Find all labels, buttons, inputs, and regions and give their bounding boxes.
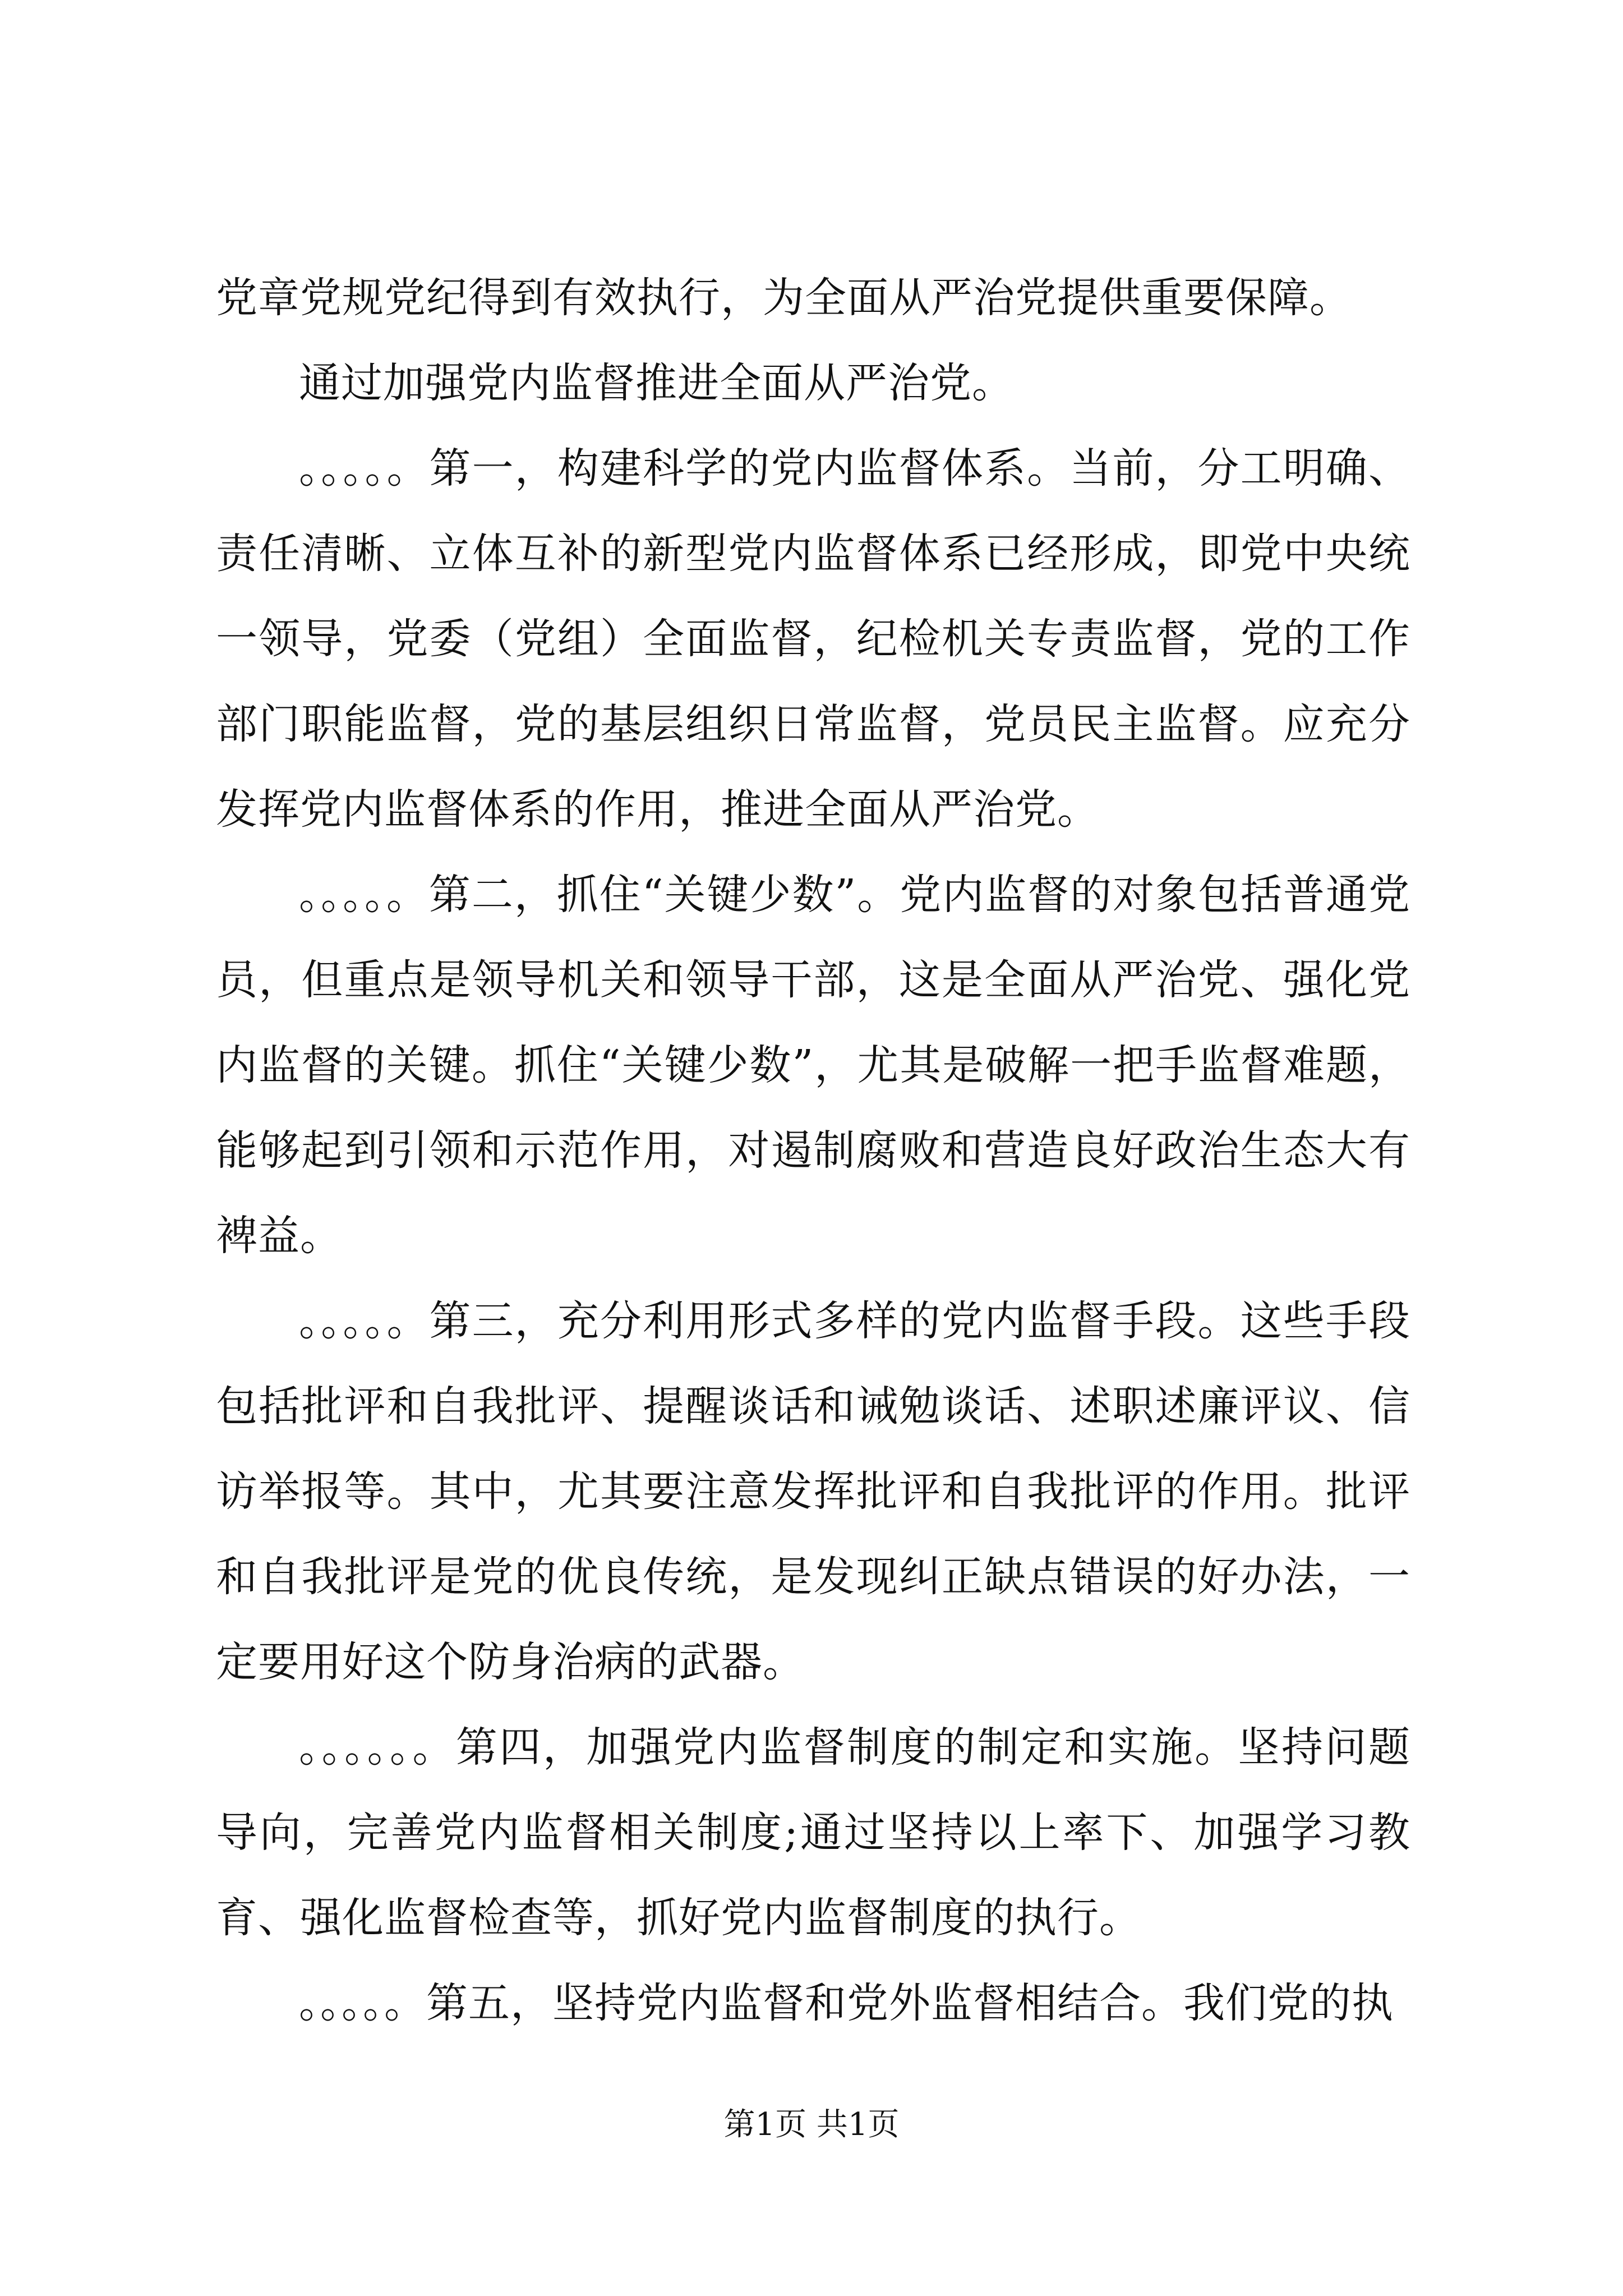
- paragraph-point-5: 。。。。。第五，坚持党内监督和党外监督相结合。我们党的执: [299, 1979, 1394, 2027]
- paragraph-continuation: 党章党规党纪得到有效执行，为全面从严治党提供重要保障。: [216, 274, 1352, 322]
- paragraph-point-1: 。。。。。第一，构建科学的党内监督体系。当前，分工明确、责任清晰、立体互补的新型党内监督体系已经形成，即党中央统一领导，党委（党组）全面监督，纪检机关专责监督，党的工作部门职能监督，党的基层组织日常监督，党员民主监督。应充分发挥党内监督体系的作用，推进全面从严治党。: [216, 444, 1410, 834]
- paragraph-point-4: 。。。。。。第四，加强党内监督制度的制定和实施。坚持问题导向，完善党内监督相关制度;通过坚持以上率下、加强学习教育、强化监督检查等，抓好党内监督制度的执行。: [216, 1723, 1410, 1942]
- paragraph-point-2: 。。。。。第二，抓住“关键少数”。党内监督的对象包括普通党员，但重点是领导机关和领导干部，这是全面从严治党、强化党内监督的关键。抓住“关键少数”，尤其是破解一把手监督难题，能够起到引领和示范作用，对遏制腐败和营造良好政治生态大有裨益。: [216, 871, 1410, 1260]
- page-footer: 第1页 共1页: [723, 2106, 900, 2143]
- paragraph-point-3: 。。。。。第三，充分利用形式多样的党内监督手段。这些手段包括批评和自我批评、提醒谈话和诫勉谈话、述职述廉评议、信访举报等。其中，尤其要注意发挥批评和自我批评的作用。批评和自我批评是党的优良传统，是发现纠正缺点错误的好办法，一定要用好这个防身治病的武器。: [216, 1297, 1410, 1686]
- paragraph-heading: 通过加强党内监督推进全面从严治党。: [299, 359, 1014, 407]
- document-body: [216, 255, 1410, 2046]
